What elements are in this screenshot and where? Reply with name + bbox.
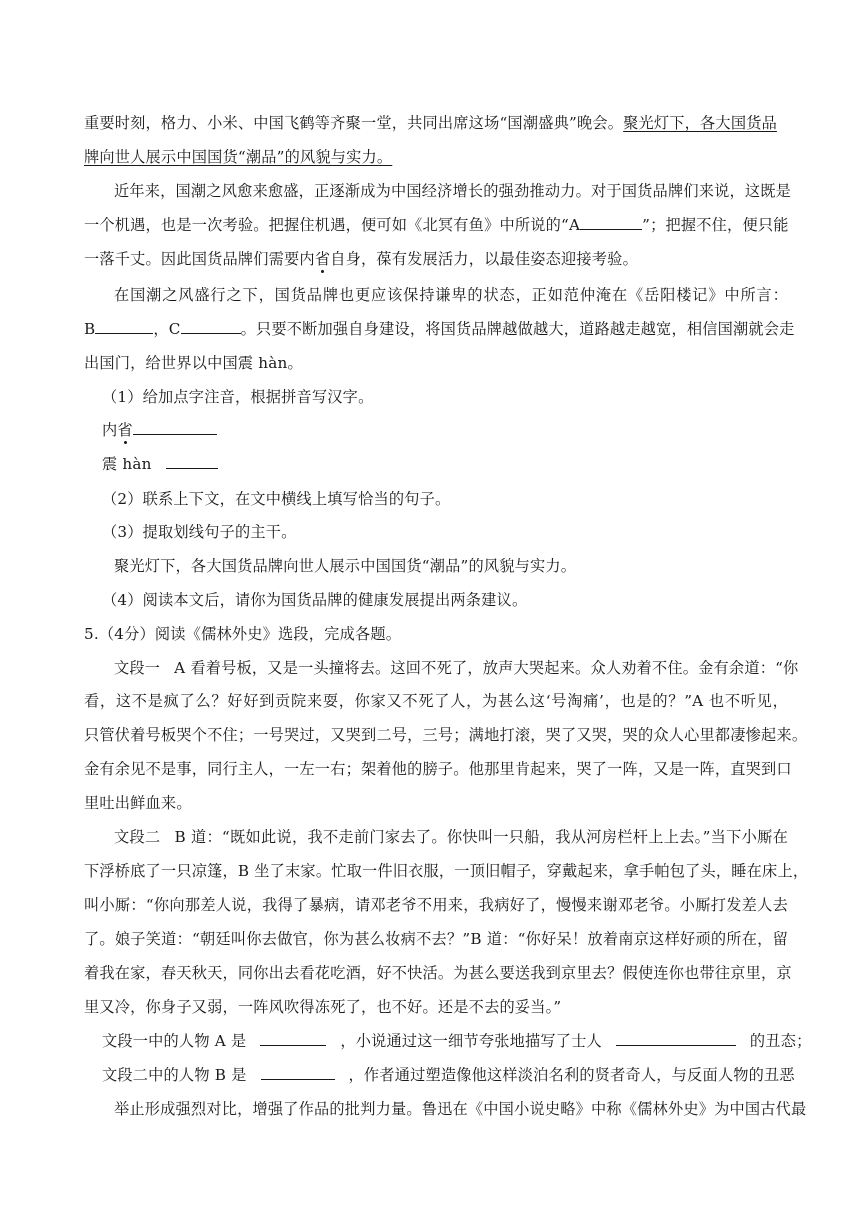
text-span: 一落千丈。因此国货品牌们需要内 [84,250,315,268]
answer-blank[interactable] [260,1031,326,1046]
text-span: 。只要不断加强自身建设，将国货品牌越做越大，道路越走越宽，相信国潮就会走 [240,320,795,338]
segment-2-line: 了。娘子笑道：“朝廷叫你去做官，你为甚么妆病不去？”B 道：“你好呆！放着南京这样好顽的所在，留 [84,930,788,948]
answer-line [102,1031,812,1051]
answer-blank[interactable] [181,319,241,334]
answer-line [102,420,788,440]
text-span: ”；把握不住，便只能 [642,216,789,234]
answer-blank[interactable] [95,319,153,334]
segment-1-line: 里吐出鲜血来。 [84,794,192,812]
question-4: （4）阅读本文后，请你为国货品牌的健康发展提出两条建议。 [102,591,528,609]
segment-1-line: 只管伏着号板哭个不住；一号哭过，又哭到二号，三号；满地打滚，哭了又哭，哭的众人心里都凄惨起来。 [84,726,808,744]
answer-blank[interactable] [166,454,218,469]
segment-2-line: 叫小厮：“你向那差人说，我得了暴病，请邓老爷不用来，我病好了，慢慢来谢邓老爷。小厮打发差人去 [84,896,788,914]
answer-line [102,454,788,474]
text-span: ，小说通过这一细节夸张地描写了士人 [340,1032,602,1050]
segment-1-line: 看，这不是疯了么？好好到贡院来耍，你家又不死了人，为甚么这‘号淘痛’，也是的？”A 也不听见， [84,692,788,710]
text-span: ，C [153,320,181,338]
question-5-title: 5.（4分）阅读《儒林外史》选段，完成各题。 [84,625,402,643]
question-3-sentence: 聚光灯下，各大国货品牌向世人展示中国国货“潮品”的风貌与实力。 [114,557,577,575]
dotted-character: 省 [117,421,133,439]
paragraph-line: 出国门，给世界以中国震 hàn。 [84,354,303,372]
text-span: 一个机遇，也是一次考验。把握住机遇，便可如《北冥有鱼》中所说的“A [84,216,581,234]
segment-2-line [114,827,788,847]
segment-1-line [114,658,799,678]
paragraph-line: 近年来，国潮之风愈来愈盛，正逐渐成为中国经济增长的强劲推动力。对于国货品牌们来说，这既是 [114,182,792,200]
text-span: B 道：“既如此说，我不走前门家去了。你快叫一只船，我从河房栏杆上上去。”当下小厮在 [174,828,788,846]
text-span: 文段二中的人物 B 是 [102,1066,247,1084]
text-span: 震 hàn [102,455,152,473]
segment-2-line: 下浮桥底了一只凉篷，B 坐了末家。忙取一件旧衣服，一顶旧帽子，穿戴起来，拿手帕包了头，睡在床上， [84,862,809,880]
answer-line [102,1065,795,1085]
paragraph-line: 在国潮之风盛行之下，国货品牌也更应该保持谦卑的状态，正如范仲淹在《岳阳楼记》中所言： [114,286,788,304]
answer-blank[interactable] [580,215,642,230]
text-span: 内 [102,421,118,439]
segment-2-line: 着我在家，春天秋天，同你出去看花吃酒，好不快活。为甚么要送我到京里去？假使连你也带往京里，京 [84,964,792,982]
paragraph-line [84,113,788,133]
dotted-character: 省 [314,250,331,268]
answer-blank[interactable] [133,420,217,435]
text-span: A 看着号板，又是一头撞将去。这回不死了，放声大哭起来。众人劝着不住。金有余道：“你 [174,659,799,677]
underlined-sentence: 聚光灯下，各大国货品 [623,114,777,132]
answer-line: 举止形成强烈对比，增强了作品的批判力量。鲁迅在《中国小说史略》中称《儒林外史》为中国古代最 [114,1100,807,1118]
text-span: ，作者通过塑造像他这样淡泊名利的贤者奇人，与反面人物的丑恶 [348,1066,795,1084]
paragraph-line [84,249,788,269]
underlined-sentence: 牌向世人展示中国国货“潮品”的风貌与实力。 [84,148,393,166]
answer-blank[interactable] [261,1065,335,1080]
paragraph-line [84,319,795,339]
question-1: （1）给加点字注音，根据拼音写汉字。 [102,388,374,406]
text-span: 文段一中的人物 A 是 [102,1032,247,1050]
paragraph-line [84,215,788,235]
answer-blank[interactable] [616,1031,736,1046]
segment-label: 文段二 [114,828,161,846]
segment-2-line: 里又冷，你身子又弱，一阵风吹得冻死了，也不好。还是不去的妥当。” [84,998,562,1016]
text-span: 自身，葆有发展活力，以最佳姿态迎接考验。 [330,250,638,268]
paragraph-line [84,147,788,167]
question-3: （3）提取划线句子的主干。 [102,523,297,541]
segment-1-line: 金有余见不是事，同行主人，一左一右；架着他的膀子。他那里肯起来，哭了一阵，又是一阵，直哭到口 [84,760,792,778]
text-span: 重要时刻，格力、小米、中国飞鹤等齐聚一堂，共同出席这场“国潮盛典”晚会。 [84,114,624,132]
segment-label: 文段一 [114,659,161,677]
question-2: （2）联系上下文，在文中横线上填写恰当的句子。 [102,490,451,508]
text-span: B [84,320,96,338]
text-span: 的丑态； [749,1032,812,1050]
